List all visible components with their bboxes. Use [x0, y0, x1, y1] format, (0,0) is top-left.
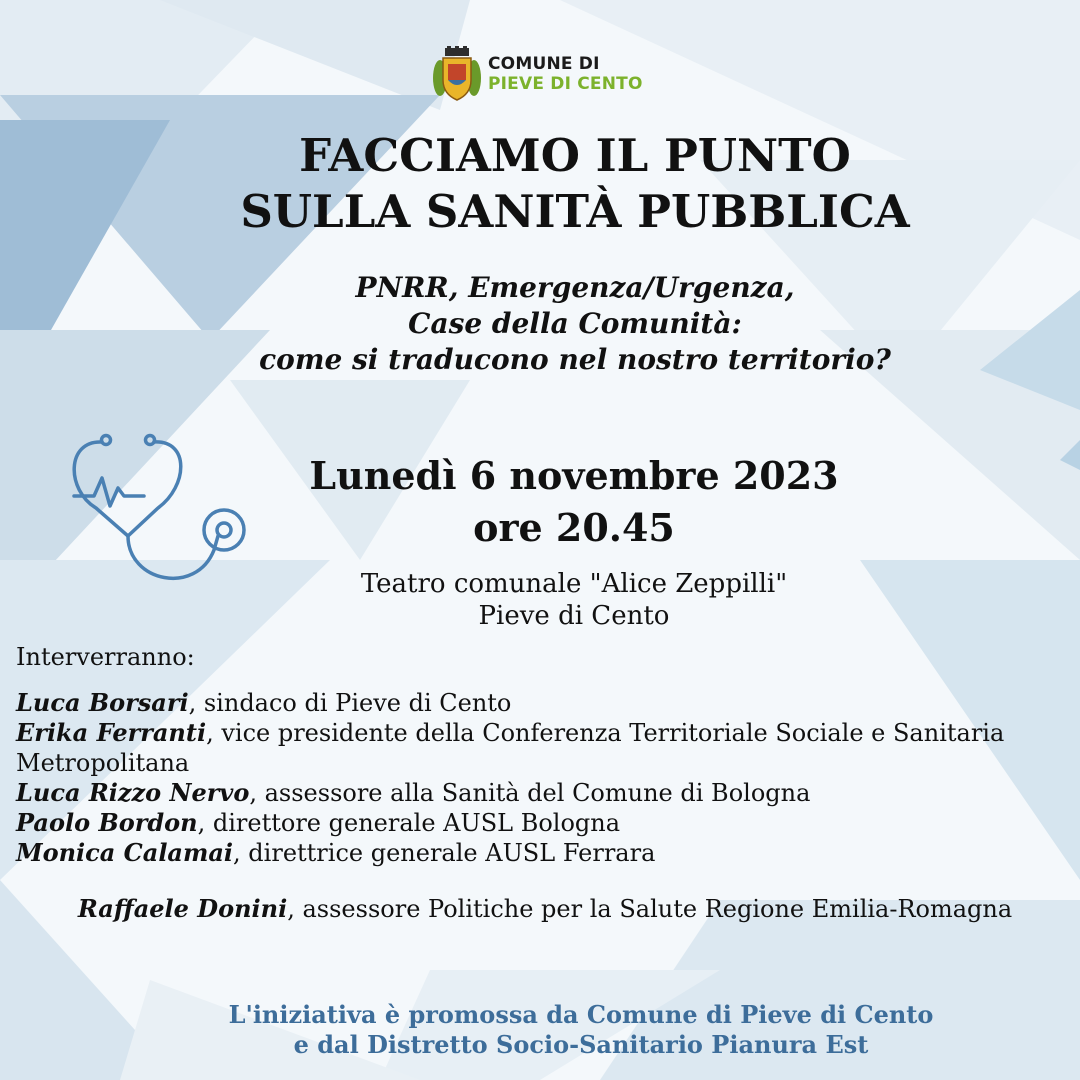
promoter-line1: L'iniziativa è promossa da Comune di Pieve di Cento: [228, 1000, 934, 1029]
closing-speaker: [20, 894, 1070, 924]
speaker-name: Luca Borsari: [16, 688, 189, 717]
speaker-name: Luca Rizzo Nervo: [16, 778, 250, 807]
page-title: [0, 128, 1080, 240]
speaker-name: Raffaele Donini: [77, 894, 288, 923]
speaker-role: , direttore generale AUSL Bologna: [197, 809, 621, 837]
title-line2: SULLA SANITÀ PUBBLICA: [240, 185, 910, 238]
logo-line1: COMUNE DI: [488, 54, 600, 74]
event-time: ore 20.45: [473, 505, 675, 550]
speaker-role: , sindaco di Pieve di Cento: [188, 689, 512, 717]
municipality-logo: [432, 46, 662, 104]
event-venue: [260, 568, 888, 632]
speaker-role: , assessore Politiche per la Salute Regione Emilia-Romagna: [287, 895, 1013, 923]
speaker-role: , assessore alla Sanità del Comune di Bologna: [249, 779, 811, 807]
list-item: [16, 718, 1066, 778]
speaker-role: , direttrice generale AUSL Ferrara: [233, 839, 656, 867]
town-crest-icon: [432, 46, 482, 102]
subtitle-line3: come si traducono nel nostro territorio?: [259, 343, 891, 376]
list-item: [16, 688, 1066, 718]
subtitle-line2: Case della Comunità:: [408, 307, 742, 340]
venue-town: Pieve di Cento: [478, 601, 670, 631]
speaker-name: Erika Ferranti: [16, 718, 207, 747]
logo-line2: PIEVE DI CENTO: [488, 74, 643, 94]
promoter-note: [0, 1000, 1080, 1060]
speaker-role: , vice presidente della Conferenza Territoriale Sociale e Sanitaria Metropolitana: [16, 719, 1005, 777]
event-datetime: [260, 450, 888, 554]
list-item: [16, 808, 1066, 838]
title-line1: FACCIAMO IL PUNTO: [299, 129, 851, 182]
speaker-name: Paolo Bordon: [16, 808, 198, 837]
subtitle: [0, 270, 1080, 378]
list-item: [16, 838, 1066, 868]
speakers-intro: Interverranno:: [16, 643, 195, 671]
subtitle-line1: PNRR, Emergenza/Urgenza,: [355, 271, 795, 304]
speakers-list: [16, 688, 1066, 868]
venue-name: Teatro comunale "Alice Zeppilli": [360, 569, 788, 599]
promoter-line2: e dal Distretto Socio-Sanitario Pianura Est: [293, 1030, 869, 1059]
event-date: Lunedì 6 novembre 2023: [309, 453, 839, 498]
speaker-name: Monica Calamai: [16, 838, 234, 867]
stethoscope-icon: [66, 432, 250, 592]
list-item: [16, 778, 1066, 808]
